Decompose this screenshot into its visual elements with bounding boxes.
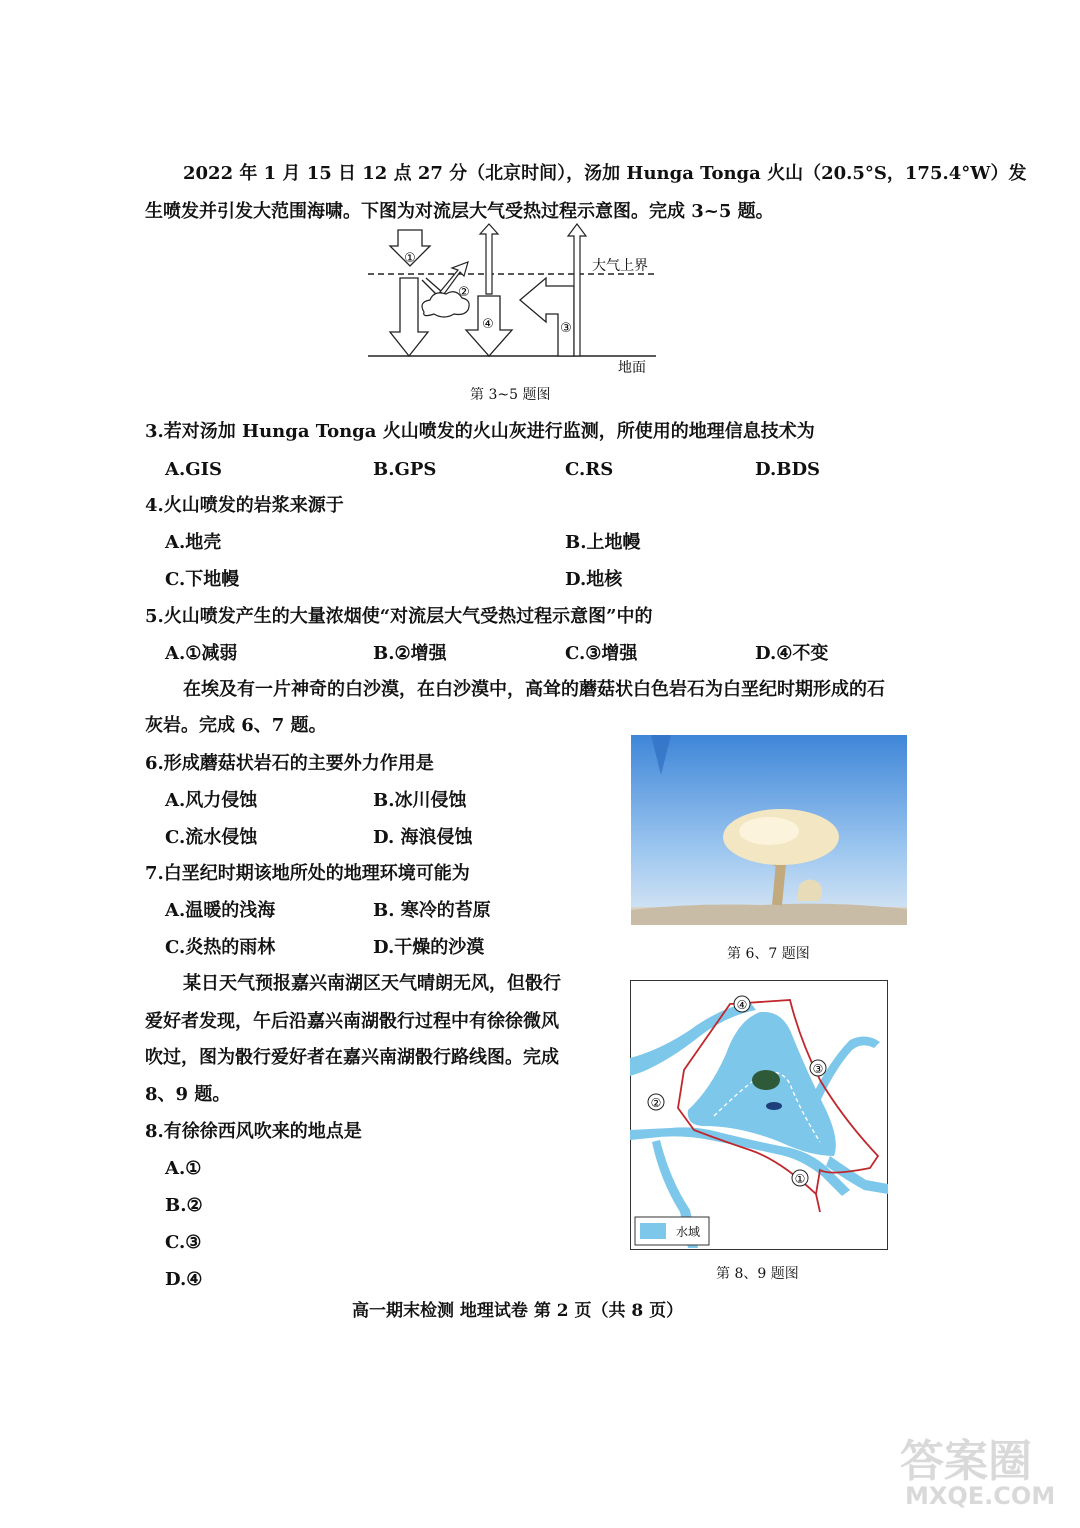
page-footer: 高一期末检测 地理试卷 第 2 页（共 8 页） [352, 1301, 684, 1321]
atmosphere-heating-diagram [360, 222, 670, 382]
q8-option-b[interactable]: B.② [165, 1195, 203, 1216]
passage3-line4: 8、9 题。 [145, 1084, 231, 1105]
q5-option-b[interactable]: B.②增强 [373, 643, 447, 664]
q8-stem: 8.有徐徐西风吹来的地点是 [145, 1121, 362, 1142]
q5-option-a[interactable]: A.①减弱 [165, 643, 238, 664]
q3-option-b[interactable]: B.GPS [373, 459, 437, 480]
map-mark-3: ③ [812, 1062, 824, 1076]
q6-option-d[interactable]: D. 海浪侵蚀 [373, 827, 473, 848]
legend-water-label: 水域 [676, 1225, 701, 1239]
q3-option-d[interactable]: D.BDS [755, 459, 821, 480]
fig1-caption: 第 3~5 题图 [470, 387, 551, 403]
passage3-line1: 某日天气预报嘉兴南湖区天气晴朗无风，但骰行 [183, 973, 561, 994]
watermark-logo: 答案圈 [900, 1436, 1032, 1487]
white-desert-photo [631, 735, 907, 925]
q7-option-c[interactable]: C.炎热的雨林 [165, 937, 276, 958]
passage2-line2: 灰岩。完成 6、7 题。 [145, 715, 327, 736]
q8-option-a[interactable]: A.① [165, 1158, 202, 1179]
q6-option-c[interactable]: C.流水侵蚀 [165, 827, 258, 848]
q7-stem: 7.白垩纪时期该地所处的地理环境可能为 [145, 863, 470, 884]
q5-option-d[interactable]: D.④不变 [755, 643, 829, 664]
south-lake-route-map [630, 980, 888, 1250]
passage3-line3: 吹过，图为骰行爱好者在嘉兴南湖骰行路线图。完成 [145, 1047, 559, 1068]
q6-option-b[interactable]: B.冰川侵蚀 [373, 790, 467, 811]
label-ground: 地面 [618, 360, 646, 376]
mark-3: ③ [560, 321, 572, 336]
q3-option-c[interactable]: C.RS [565, 459, 614, 480]
arrow-ground-radiation-up [480, 224, 498, 294]
q8-option-d[interactable]: D.④ [165, 1269, 203, 1290]
q5-stem: 5.火山喷发产生的大量浓烟使“对流层大气受热过程示意图”中的 [145, 606, 653, 627]
q6-stem: 6.形成蘑菇状岩石的主要外力作用是 [145, 753, 434, 774]
arrow-3-bent [520, 278, 574, 356]
map-mark-1: ① [794, 1172, 806, 1186]
passage2-line1: 在埃及有一片神奇的白沙漠，在白沙漠中，高耸的蘑菇状白色岩石为白垩纪时期形成的石 [183, 679, 885, 700]
q7-option-b[interactable]: B. 寒冷的苔原 [373, 900, 491, 921]
q6-option-a[interactable]: A.风力侵蚀 [165, 790, 258, 811]
passage3-line2: 爱好者发现，午后沿嘉兴南湖骰行过程中有徐徐微风 [145, 1011, 559, 1032]
label-upper-boundary: 大气上界 [592, 258, 648, 274]
lake-island [752, 1070, 780, 1090]
mark-2: ② [458, 285, 470, 300]
watermark-url: MXQE.COM [905, 1482, 1056, 1510]
q3-stem: 3.若对汤加 Hunga Tonga 火山喷发的火山灰进行监测，所使用的地理信息技术为 [145, 421, 815, 442]
q8-option-c[interactable]: C.③ [165, 1232, 202, 1253]
mark-1: ① [404, 251, 416, 266]
passage1-line1: 2022 年 1 月 15 日 12 点 27 分（北京时间），汤加 Hunga Tonga 火山（20.5°S，175.4°W）发 [183, 163, 1027, 184]
arrow-1-solar-radiation [390, 278, 428, 356]
q4-option-c[interactable]: C.下地幔 [165, 569, 240, 590]
q3-option-a[interactable]: A.GIS [165, 459, 223, 480]
q5-option-c[interactable]: C.③增强 [565, 643, 638, 664]
fig3-caption: 第 8、9 题图 [716, 1266, 799, 1282]
fig2-caption: 第 6、7 题图 [727, 946, 810, 962]
q7-option-a[interactable]: A.温暖的浅海 [165, 900, 276, 921]
passage1-line2: 生喷发并引发大范围海啸。下图为对流层大气受热过程示意图。完成 3~5 题。 [145, 201, 774, 222]
q7-option-d[interactable]: D.干燥的沙漠 [373, 937, 485, 958]
q4-stem: 4.火山喷发的岩浆来源于 [145, 495, 344, 516]
q4-option-d[interactable]: D.地核 [565, 569, 623, 590]
q4-option-a[interactable]: A.地壳 [165, 532, 222, 553]
mark-4: ④ [482, 317, 494, 332]
q4-option-b[interactable]: B.上地幔 [565, 532, 641, 553]
map-mark-2: ② [650, 1096, 662, 1110]
map-mark-4: ④ [736, 998, 748, 1012]
